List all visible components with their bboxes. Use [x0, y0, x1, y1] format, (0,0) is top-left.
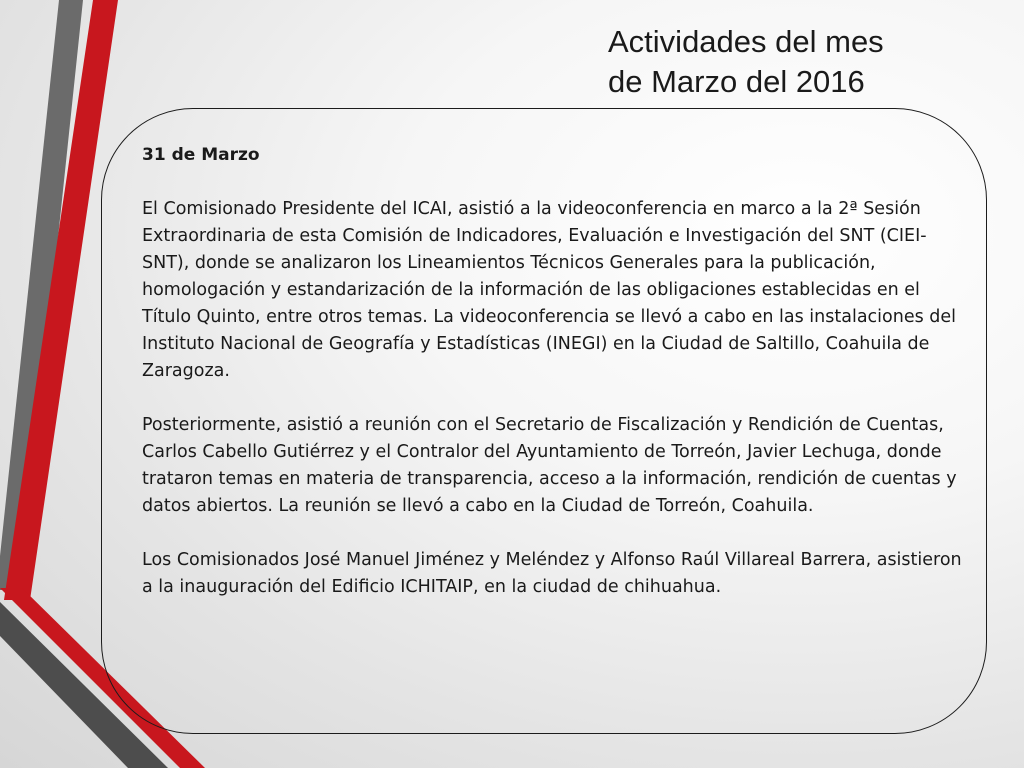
paragraph-videoconference: El Comisionado Presidente del ICAI, asistió a la videoconferencia en marco a la 2ª Sesión Extraordinaria de esta Comisión de Indicadores, Evaluación e Investigación del SNT (CIEI-SNT), donde se analizaron los Lineamientos Técnicos Generales para la publicación, homologación y estandarización de la información de las obligaciones establecidas en el Título Quinto, entre otros temas. La videoconferencia se llevó a cabo en las instalaciones del Instituto Nacional de Geografía y Estadísticas (INEGI) en la Ciudad de Saltillo, Coahuila de Zaragoza. [142, 199, 957, 381]
slide-title [608, 22, 1008, 102]
slide-title-line-2: de Marzo del 2016 [608, 64, 865, 99]
slide-title-line-1: Actividades del mes [608, 24, 884, 59]
paragraph-inauguration: Los Comisionados José Manuel Jiménez y Meléndez y Alfonso Raúl Villareal Barrera, asistieron a la inauguración del Edificio ICHITAIP, en la ciudad de chihuahua. [142, 550, 962, 597]
content-body [142, 142, 962, 601]
date-heading: 31 de Marzo [142, 145, 260, 165]
paragraph-meeting: Posteriormente, asistió a reunión con el Secretario de Fiscalización y Rendición de Cuentas, Carlos Cabello Gutiérrez y el Contralor del Ayuntamiento de Torreón, Javier Lechuga, donde trataron temas en materia de transparencia, acceso a la información, rendición de cuentas y datos abiertos. La reunión se llevó a cabo en la Ciudad de Torreón, Coahuila. [142, 415, 957, 516]
